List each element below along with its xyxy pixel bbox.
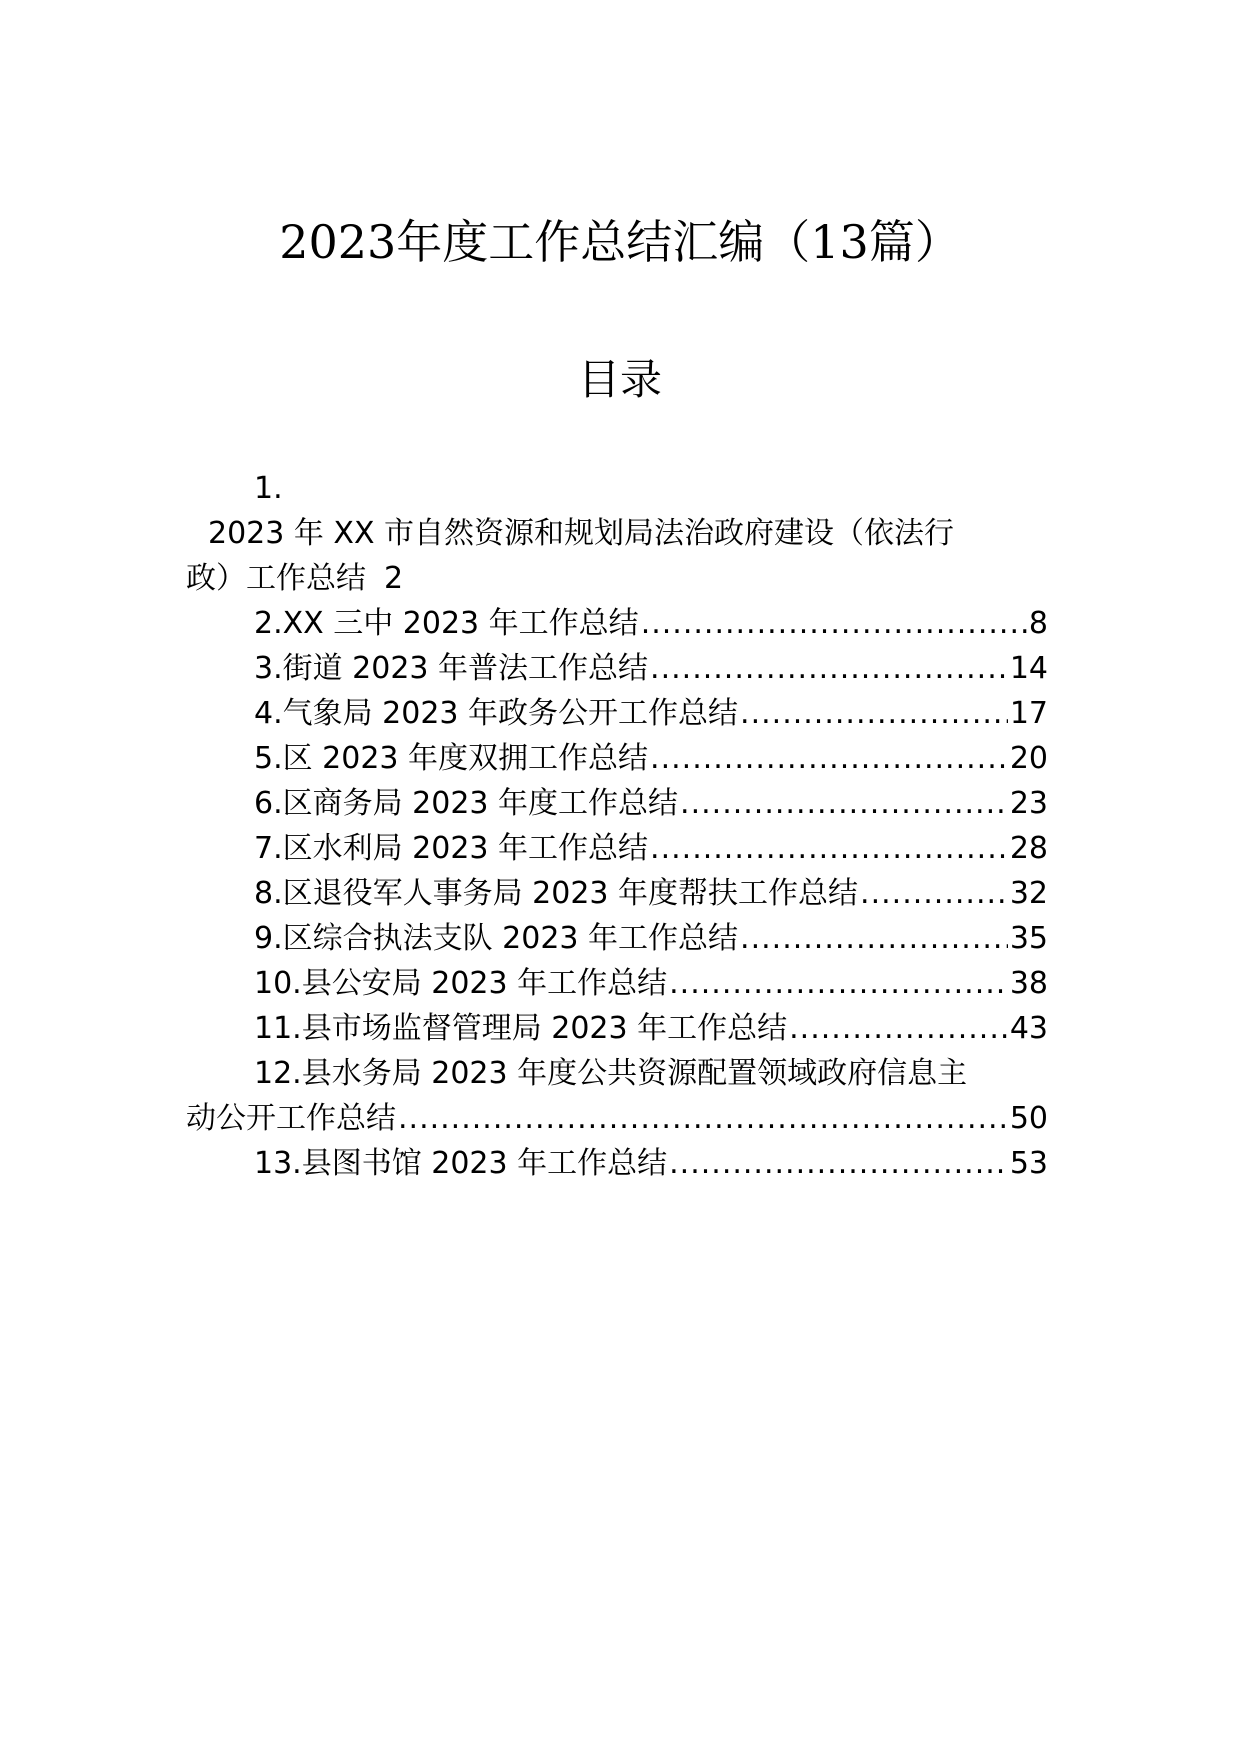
toc-leader-dots [680,781,1008,826]
toc-leader-dots [789,1006,1008,1051]
title-year: 2023 [279,215,397,269]
toc-page-number: 23 [1009,786,1048,821]
toc-page-number: 28 [1009,831,1048,866]
toc-entry-7[interactable] [186,826,1048,871]
toc-entry-8[interactable] [186,871,1048,916]
toc-entry-title: 4.气象局 2023 年政务公开工作总结 [254,696,739,731]
toc-entry-1-continuation[interactable] [186,556,1048,601]
toc-entry-12-line-2[interactable] [186,1096,1048,1141]
toc-entry-13[interactable] [186,1141,1048,1186]
toc-entry-title: 5.区 2023 年度双拥工作总结 [254,741,649,776]
toc-page-number: 43 [1009,1011,1048,1046]
toc-entry-title: 2023 年 XX 市自然资源和规划局法治政府建设（依法行 [208,516,955,551]
toc-entry-12-line-1[interactable] [186,1051,1048,1096]
toc-heading: 目录 [577,355,662,404]
title-count: 13 [810,215,869,269]
toc-entry-2[interactable] [186,601,1048,646]
document-title [0,210,1240,274]
toc-entry-title: 动公开工作总结 [186,1101,396,1136]
toc-entry-9[interactable] [186,916,1048,961]
title-suffix: 篇） [868,215,961,269]
toc-entry-title: 政）工作总结 [186,561,366,596]
toc-leader-dots [669,1141,1008,1186]
toc-entry-title: 2.XX 三中 2023 年工作总结 [254,606,639,641]
title-text: 年度工作总结汇编（ [396,215,811,269]
toc-entry-1-number-line[interactable] [186,466,1048,511]
toc-page-number: 14 [1009,651,1048,686]
toc-entry-title: 13.县图书馆 2023 年工作总结 [254,1146,668,1181]
toc-entry-4[interactable] [186,691,1048,736]
toc-entry-5[interactable] [186,736,1048,781]
toc-entry-6[interactable] [186,781,1048,826]
toc-leader-dots [740,916,1008,961]
toc-leader-dots [650,646,1008,691]
toc-page-number: 8 [1028,606,1048,641]
toc-entry-title: 7.区水利局 2023 年工作总结 [254,831,649,866]
toc-leader-dots [669,961,1008,1006]
toc-page-number: 38 [1009,966,1048,1001]
toc-leader-dots [641,601,1027,646]
toc-leader-dots [398,1096,1008,1141]
toc-entry-title: 8.区退役军人事务局 2023 年度帮扶工作总结 [254,876,859,911]
toc-entry-title: 10.县公安局 2023 年工作总结 [254,966,668,1001]
toc-entry-title: 3.街道 2023 年普法工作总结 [254,651,649,686]
toc-leader-dots [650,736,1008,781]
toc-page-number: 32 [1009,876,1048,911]
toc-entry-title: 12.县水务局 2023 年度公共资源配置领域政府信息主 [254,1056,968,1091]
toc-page-number: 2 [384,561,404,596]
toc-entry-11[interactable] [186,1006,1048,1051]
toc-entry-number: 1. [254,471,283,506]
toc-entry-title: 6.区商务局 2023 年度工作总结 [254,786,679,821]
toc-page-number: 35 [1009,921,1048,956]
toc-entry-10[interactable] [186,961,1048,1006]
toc-entry-1-title-line[interactable] [186,511,1048,556]
toc-leader-dots [740,691,1008,736]
toc-leader-dots [650,826,1008,871]
table-of-contents [186,466,1048,1186]
toc-entry-title: 11.县市场监督管理局 2023 年工作总结 [254,1011,788,1046]
toc-page-number: 20 [1009,741,1048,776]
toc-leader-dots [860,871,1008,916]
toc-page-number: 17 [1009,696,1048,731]
toc-entry-title: 9.区综合执法支队 2023 年工作总结 [254,921,739,956]
toc-entry-3[interactable] [186,646,1048,691]
toc-page-number: 50 [1009,1101,1048,1136]
toc-page-number: 53 [1009,1146,1048,1181]
